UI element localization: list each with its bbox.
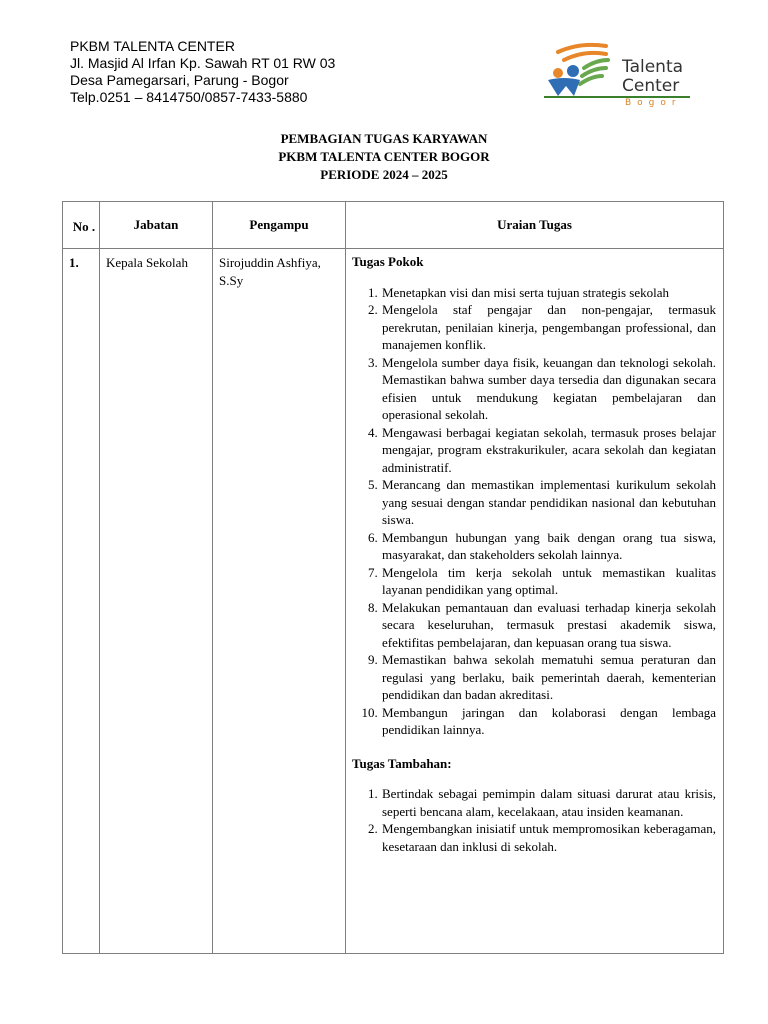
logo-subtitle: Bogor bbox=[625, 98, 682, 108]
list-item: 1. Menetapkan visi dan misi serta tujuan strategis sekolah bbox=[381, 284, 716, 302]
list-item: 9. Memastikan bahwa sekolah mematuhi semua peraturan dan regulasi yang berlaku, baik pemerintah daerah, kementerian pendidikan dan badan akreditasi. bbox=[381, 651, 716, 704]
table-row bbox=[63, 249, 724, 954]
tugas-tambahan-title: Tugas Tambahan: bbox=[352, 755, 452, 771]
list-item: 4. Mengawasi berbagai kegiatan sekolah, termasuk proses belajar mengajar, program ekstrakurikuler, acara sekolah dan kegiatan administratif. bbox=[381, 424, 716, 477]
list-item: 10. Membangun jaringan dan kolaborasi dengan lembaga pendidikan lainnya. bbox=[381, 704, 716, 739]
tugas-tambahan-list bbox=[352, 785, 716, 855]
row-pengampu: Sirojuddin Ashfiya, S.Sy bbox=[213, 249, 346, 954]
organization-letterhead bbox=[70, 38, 335, 106]
row-uraian bbox=[346, 249, 724, 954]
header-pengampu: Pengampu bbox=[213, 202, 346, 249]
header-jabatan: Jabatan bbox=[100, 202, 213, 249]
row-jabatan: Kepala Sekolah bbox=[100, 249, 213, 954]
logo-figure-icon bbox=[540, 40, 620, 100]
title-line-2: PKBM TALENTA CENTER BOGOR bbox=[278, 149, 490, 164]
task-table bbox=[62, 201, 724, 954]
row-number: 1. bbox=[63, 249, 100, 954]
organization-name: PKBM TALENTA CENTER bbox=[70, 38, 235, 54]
header-uraian: Uraian Tugas bbox=[346, 202, 724, 249]
title-line-3: PERIODE 2024 – 2025 bbox=[320, 167, 448, 182]
uraian-content bbox=[352, 253, 716, 953]
list-item: 1. Bertindak sebagai pemimpin dalam situasi darurat atau krisis, seperti bencana alam, kecelakaan, atau insiden keamanan. bbox=[381, 785, 716, 820]
table-header-row bbox=[63, 202, 724, 249]
phone-line: Telp.0251 – 8414750/0857-7433-5880 bbox=[70, 89, 308, 105]
address-line-2: Desa Pamegarsari, Parung - Bogor bbox=[70, 72, 289, 88]
list-item: 2. Mengembangkan inisiatif untuk mempromosikan keberagaman, kesetaraan dan inklusi di sekolah. bbox=[381, 820, 716, 855]
logo-text-line-1: Talenta bbox=[622, 57, 684, 77]
list-item: 3. Mengelola sumber daya fisik, keuangan dan teknologi sekolah. Memastikan bahwa sumber daya tersedia dan digunakan secara efisien untuk mendukung kegiatan pembelajaran dan operasional sekolah. bbox=[381, 354, 716, 424]
list-item: 8. Melakukan pemantauan dan evaluasi terhadap kinerja sekolah secara keseluruhan, termasuk prestasi akademik siswa, efektifitas pembelajaran, dan kepuasan orang tua siswa. bbox=[381, 599, 716, 652]
list-item: 6. Membangun hubungan yang baik dengan orang tua siswa, masyarakat, dan stakeholders sekolah lainnya. bbox=[381, 529, 716, 564]
document-title bbox=[0, 130, 768, 184]
tugas-pokok-list bbox=[352, 284, 716, 739]
talenta-center-logo bbox=[540, 40, 700, 110]
header-no: No . bbox=[63, 202, 100, 249]
logo-text-line-2: Center bbox=[622, 76, 680, 96]
tugas-pokok-title: Tugas Pokok bbox=[352, 254, 424, 269]
address-line-1: Jl. Masjid Al Irfan Kp. Sawah RT 01 RW 03 bbox=[70, 55, 336, 71]
list-item: 7. Mengelola tim kerja sekolah untuk memastikan kualitas layanan pendidikan yang optimal. bbox=[381, 564, 716, 599]
list-item: 5. Merancang dan memastikan implementasi kurikulum sekolah yang sesuai dengan standar pendidikan nasional dan kebutuhan siswa. bbox=[381, 476, 716, 529]
list-item: 2. Mengelola staf pengajar dan non-pengajar, termasuk perekrutan, penilaian kinerja, pengembangan professional, dan manajemen konflik. bbox=[381, 301, 716, 354]
title-line-1: PEMBAGIAN TUGAS KARYAWAN bbox=[280, 131, 488, 146]
